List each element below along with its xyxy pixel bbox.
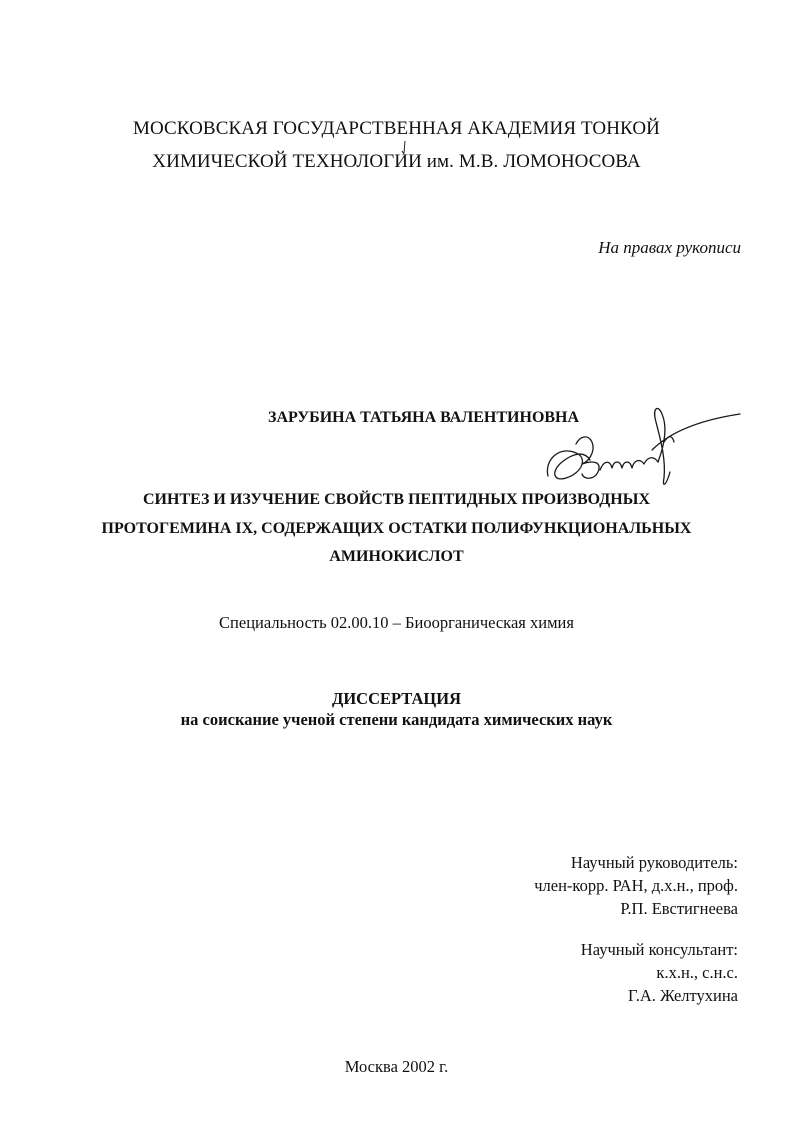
supervisor-name: Р.П. Евстигнеева bbox=[620, 899, 738, 918]
dissertation-subheading: на соискание ученой степени кандидата химических наук bbox=[180, 710, 613, 729]
consultant-degree: к.х.н., с.н.с. bbox=[656, 963, 738, 982]
supervisor-degree: член-корр. РАН, д.х.н., проф. bbox=[534, 876, 738, 895]
consultant-name: Г.А. Желтухина bbox=[628, 986, 738, 1005]
supervisor-block bbox=[534, 851, 738, 920]
consultant-block bbox=[581, 938, 738, 1007]
title-line-3: АМИНОКИСЛОТ bbox=[329, 548, 464, 565]
institution-line-2: ХИМИЧЕСКОЙ ТЕХНОЛОГИИ им. М.В. ЛОМОНОСОВА bbox=[152, 151, 641, 172]
author-name: ЗАРУБИНА ТАТЬЯНА ВАЛЕНТИНОВНА bbox=[268, 409, 580, 426]
author-signature bbox=[540, 398, 745, 493]
title-line-1: СИНТЕЗ И ИЗУЧЕНИЕ СВОЙСТВ ПЕПТИДНЫХ ПРОИЗВОДНЫХ bbox=[143, 491, 650, 508]
manuscript-rights-note: На правах рукописи bbox=[598, 238, 741, 257]
supervisor-role: Научный руководитель: bbox=[570, 853, 738, 872]
title-line-2: ПРОТОГЕМИНА IX, СОДЕРЖАЩИХ ОСТАТКИ ПОЛИФУНКЦИОНАЛЬНЫХ bbox=[101, 520, 692, 537]
city-year: Москва 2002 г. bbox=[344, 1057, 449, 1076]
dissertation-heading: ДИССЕРТАЦИЯ bbox=[332, 689, 461, 708]
consultant-role: Научный консультант: bbox=[580, 940, 738, 959]
institution-line-1: МОСКОВСКАЯ ГОСУДАРСТВЕННАЯ АКАДЕМИЯ ТОНКОЙ bbox=[132, 118, 660, 139]
pen-tick-mark bbox=[400, 140, 410, 156]
specialty: Специальность 02.00.10 – Биоорганическая химия bbox=[219, 613, 574, 632]
